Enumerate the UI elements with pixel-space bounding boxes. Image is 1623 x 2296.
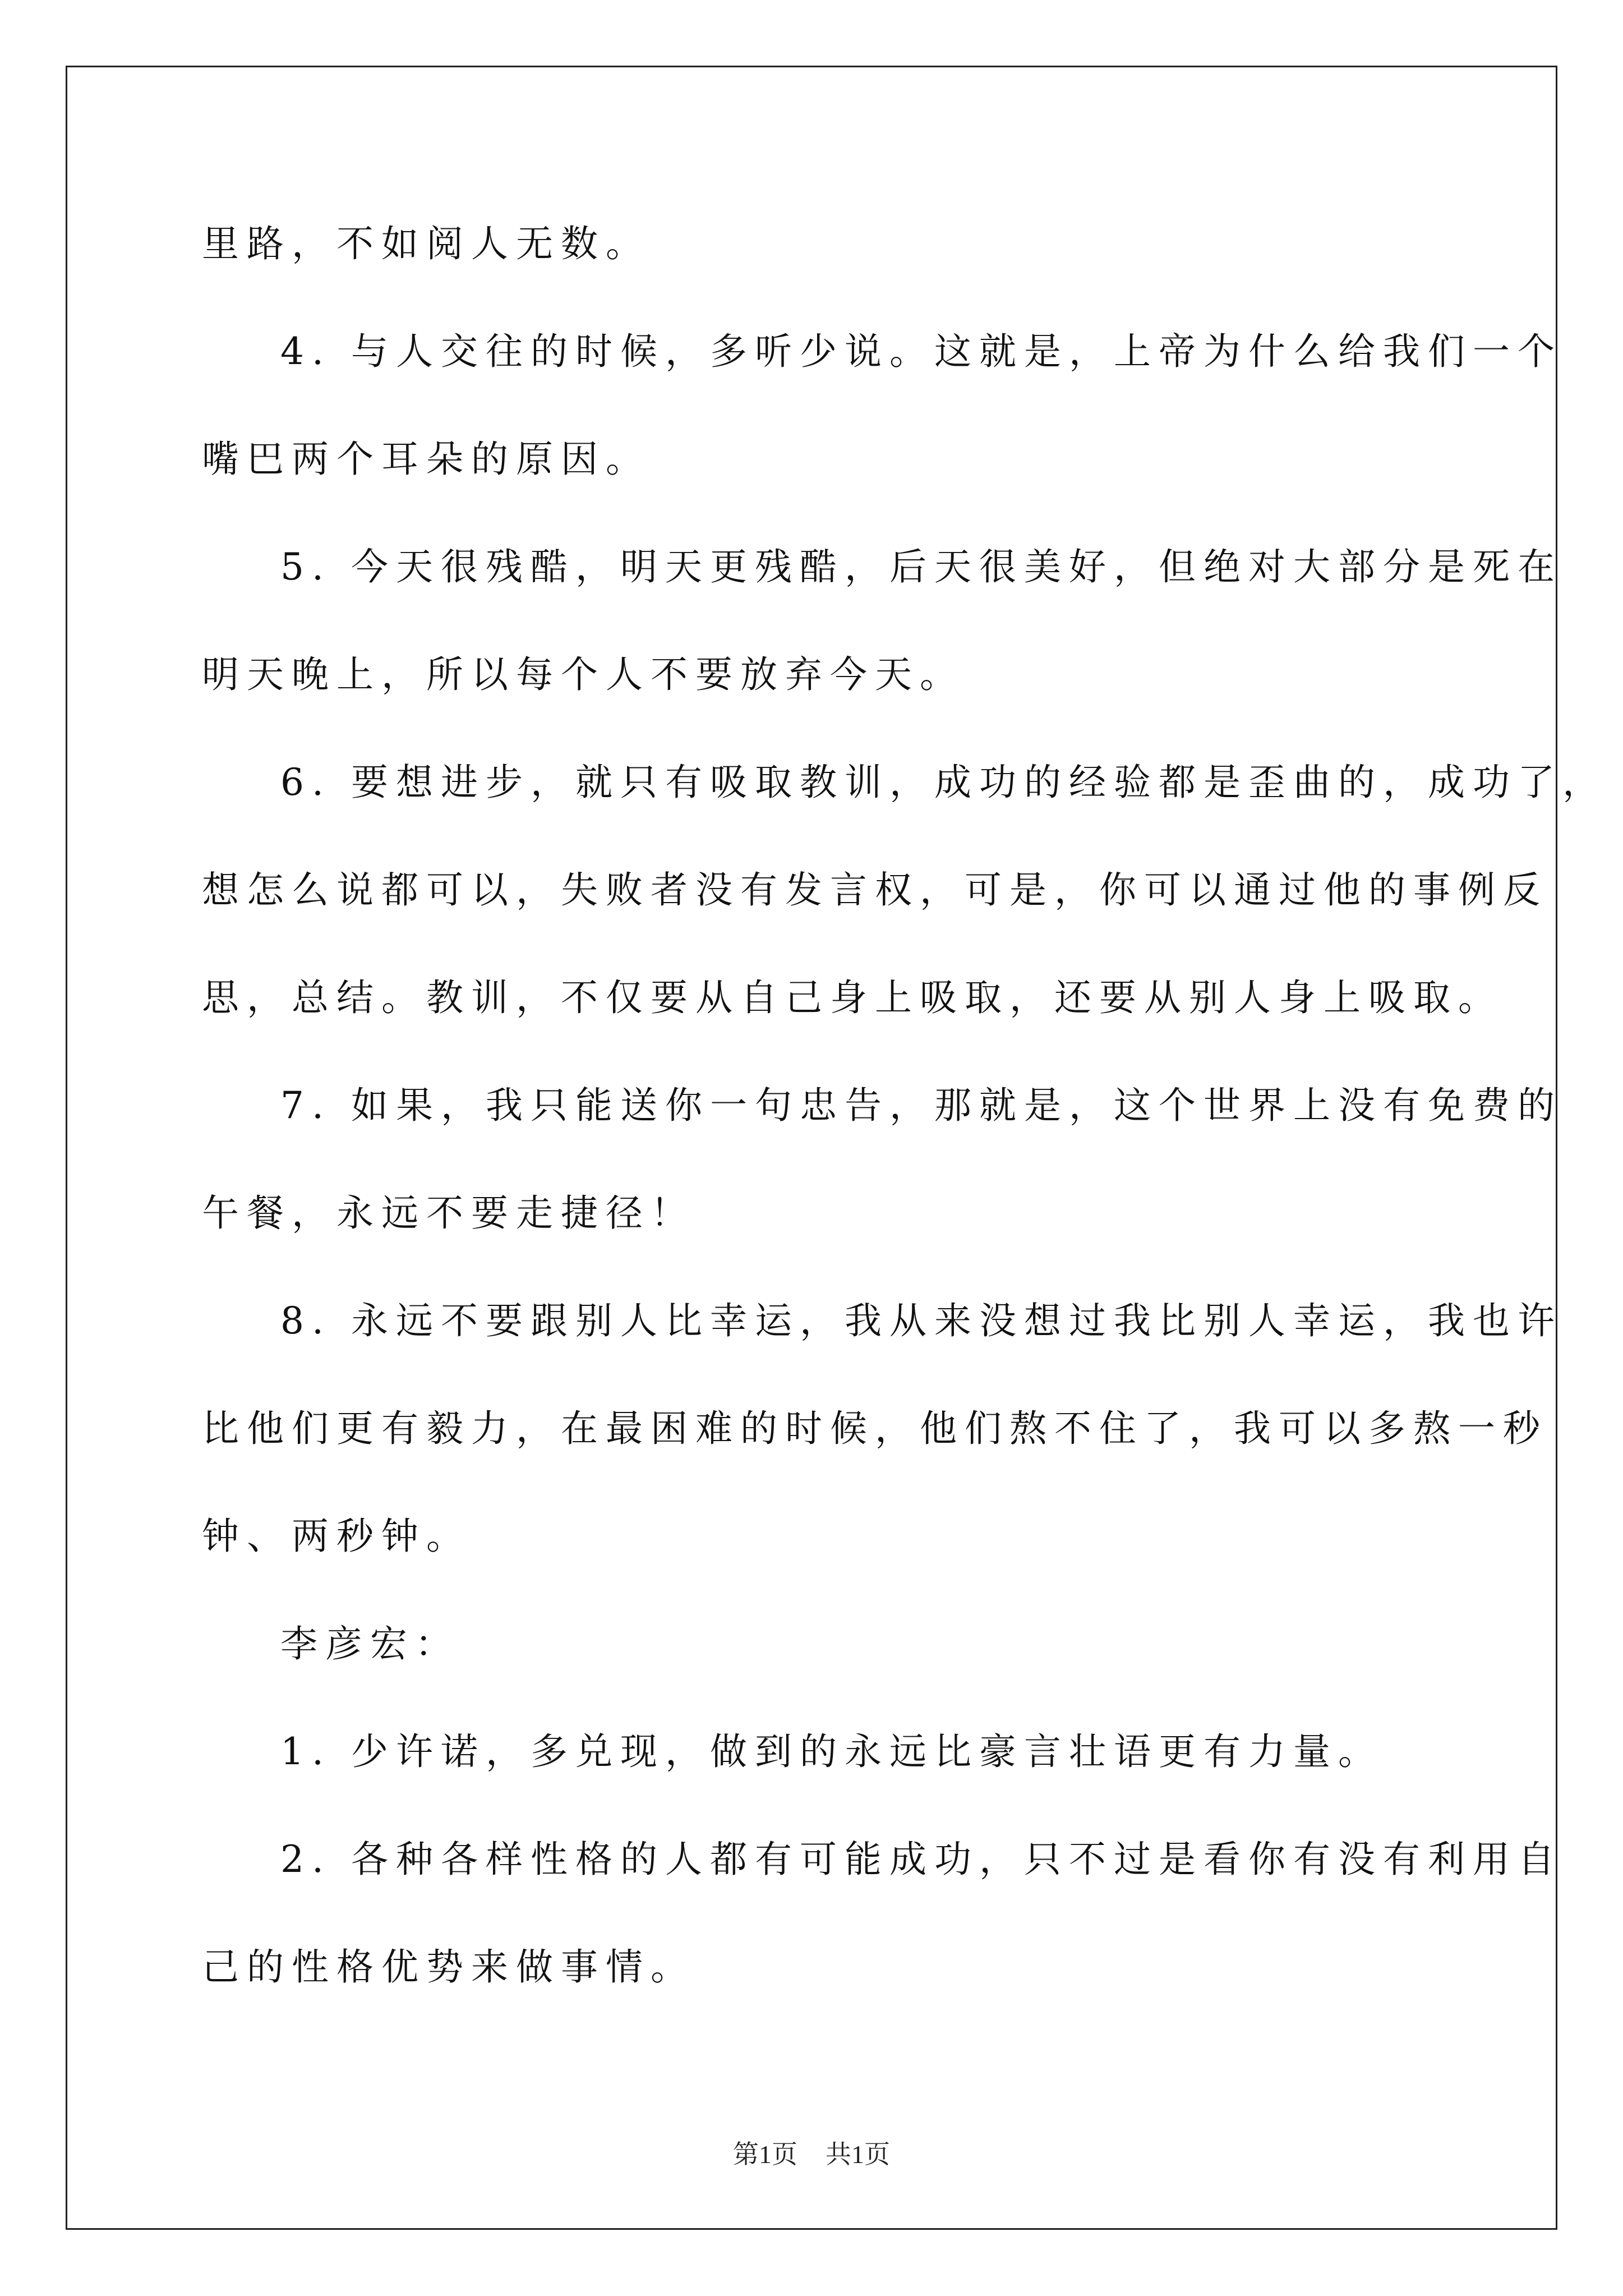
- section-heading: 李彦宏：: [280, 1622, 460, 1665]
- text-line: 7. 如果，我只能送你一句忠告，那就是，这个世界上没有免费的: [280, 1084, 1562, 1127]
- text-line: 5. 今天很残酷，明天更残酷，后天很美好，但绝对大部分是死在: [280, 545, 1562, 588]
- text-line: 4. 与人交往的时候，多听少说。这就是，上帝为什么给我们一个: [280, 330, 1562, 373]
- text-line: 己的性格优势来做事情。: [202, 1945, 695, 1989]
- text-line: 比他们更有毅力，在最困难的时候，他们熬不住了，我可以多熬一秒: [202, 1407, 1548, 1450]
- text-line: 1. 少许诺，多兑现，做到的永远比豪言壮语更有力量。: [280, 1730, 1383, 1773]
- text-line: 6. 要想进步，就只有吸取教训，成功的经验都是歪曲的，成功了，: [280, 761, 1607, 804]
- text-line: 明天晚上，所以每个人不要放弃今天。: [202, 653, 965, 696]
- text-line: 里路，不如阅人无数。: [202, 222, 651, 265]
- text-line: 2. 各种各样性格的人都有可能成功，只不过是看你有没有利用自: [280, 1838, 1562, 1881]
- page-number: 第1页: [733, 2140, 797, 2169]
- page-total: 共1页: [826, 2140, 890, 2169]
- text-line: 8. 永远不要跟别人比幸运，我从来没想过我比别人幸运，我也许: [280, 1299, 1562, 1342]
- text-line: 思，总结。教训，不仅要从自己身上吸取，还要从别人身上吸取。: [202, 976, 1503, 1019]
- text-line: 钟、两秒钟。: [202, 1515, 471, 1558]
- page-footer: [0, 2134, 1623, 2171]
- text-line: 嘴巴两个耳朵的原因。: [202, 438, 651, 481]
- text-line: 午餐，永远不要走捷径！: [202, 1191, 695, 1235]
- text-line: 想怎么说都可以，失败者没有发言权，可是，你可以通过他的事例反: [202, 868, 1548, 912]
- page-border: [66, 66, 1557, 2230]
